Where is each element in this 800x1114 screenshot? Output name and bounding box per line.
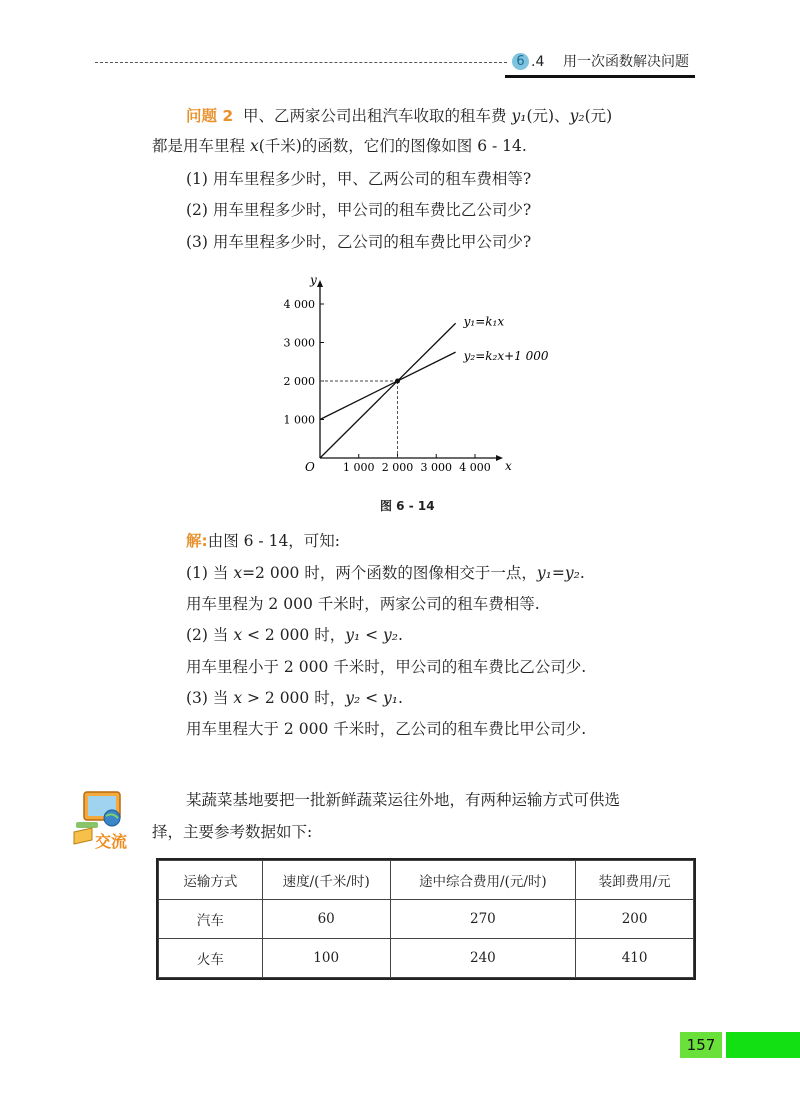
figure-caption: 图 6 - 14 <box>380 499 435 513</box>
table-cell: 火车 <box>159 939 263 978</box>
y-tick-label: 2 000 <box>283 375 315 388</box>
header-dashed-rule <box>95 62 507 63</box>
x-tick-label: 1 000 <box>343 461 375 474</box>
header-rule-bar <box>505 75 695 78</box>
x-tick-label: 4 000 <box>459 461 491 474</box>
question-3: (3) 用车里程多少时，乙公司的租车费比甲公司少? <box>186 233 532 251</box>
y-axis-label: y <box>310 273 317 287</box>
solution-1-text: 用车里程为 2 000 千米时，两家公司的租车费相等. <box>186 595 540 613</box>
y-tick-label: 3 000 <box>283 336 315 350</box>
x-axis-label: x <box>505 459 512 473</box>
table-header-row <box>159 861 694 900</box>
section-number-badge: 6 <box>512 53 529 70</box>
series-line-2 <box>320 352 456 419</box>
table-row <box>159 939 694 978</box>
problem-line-2: 都是用车里程 x(千米)的函数，它们的图像如图 6 - 14. <box>152 137 527 155</box>
question-1: (1) 用车里程多少时，甲、乙两公司的租车费相等? <box>186 170 532 188</box>
table-cell: 200 <box>576 900 694 939</box>
solution-2-condition: (2) 当 x < 2 000 时，y₁ < y₂. <box>186 626 403 644</box>
intersection-point <box>395 379 400 384</box>
solution-label: 解: <box>186 532 208 550</box>
problem-line-1: 问题 2 甲、乙两家公司出租汽车收取的租车费 y₁(元)、y₂(元) <box>186 107 613 125</box>
series-label-2: y₂=k₂x+1 000 <box>463 349 549 364</box>
x-tick-label: 2 000 <box>381 461 414 474</box>
question-2: (2) 用车里程多少时，甲公司的租车费比乙公司少? <box>186 201 532 219</box>
function-graph <box>270 272 570 482</box>
table-row <box>159 900 694 939</box>
table-cell: 270 <box>390 900 576 939</box>
table-header-cell: 速度/(千米/时) <box>262 861 390 900</box>
solution-1-condition: (1) 当 x=2 000 时，两个函数的图像相交于一点，y₁=y₂. <box>186 564 585 582</box>
solution-intro-line: 解:由图 6 - 14，可知: <box>186 532 341 550</box>
table-header-cell: 途中综合费用/(元/时) <box>390 861 576 900</box>
y-tick-label: 1 000 <box>283 413 315 427</box>
table-cell: 240 <box>390 939 576 978</box>
transport-data-table <box>158 860 694 978</box>
solution-2-text: 用车里程小于 2 000 千米时，甲公司的租车费比乙公司少. <box>186 658 587 676</box>
solution-3-condition: (3) 当 x > 2 000 时，y₂ < y₁. <box>186 689 403 707</box>
page-edge-strip <box>726 1032 800 1058</box>
origin-label: O <box>305 460 315 474</box>
x-tick-label: 3 000 <box>420 461 452 474</box>
table-cell: 410 <box>576 939 694 978</box>
problem-label: 问题 2 <box>186 107 234 125</box>
y-tick-label: 4 000 <box>283 298 315 311</box>
page-number: 157 <box>680 1032 722 1058</box>
series-label-1: y₁=k₁x <box>463 314 505 329</box>
series-line-1 <box>320 323 456 458</box>
table-cell: 汽车 <box>159 900 263 939</box>
exchange-label: 交流 <box>95 832 128 851</box>
y-axis-arrow <box>317 280 323 287</box>
section-number-rest: .4 <box>531 54 545 70</box>
solution-3-text: 用车里程大于 2 000 千米时，乙公司的租车费比甲公司少. <box>186 720 587 738</box>
x-axis-arrow <box>496 455 503 461</box>
exchange-line-2: 择，主要参考数据如下: <box>152 823 313 841</box>
exchange-line-1: 某蔬菜基地要把一批新鲜蔬菜运往外地，有两种运输方式可供选 <box>186 791 621 809</box>
section-title: 用一次函数解决问题 <box>563 54 689 70</box>
table-cell: 100 <box>262 939 390 978</box>
table-cell: 60 <box>262 900 390 939</box>
table-header-cell: 装卸费用/元 <box>576 861 694 900</box>
table-header-cell: 运输方式 <box>159 861 263 900</box>
